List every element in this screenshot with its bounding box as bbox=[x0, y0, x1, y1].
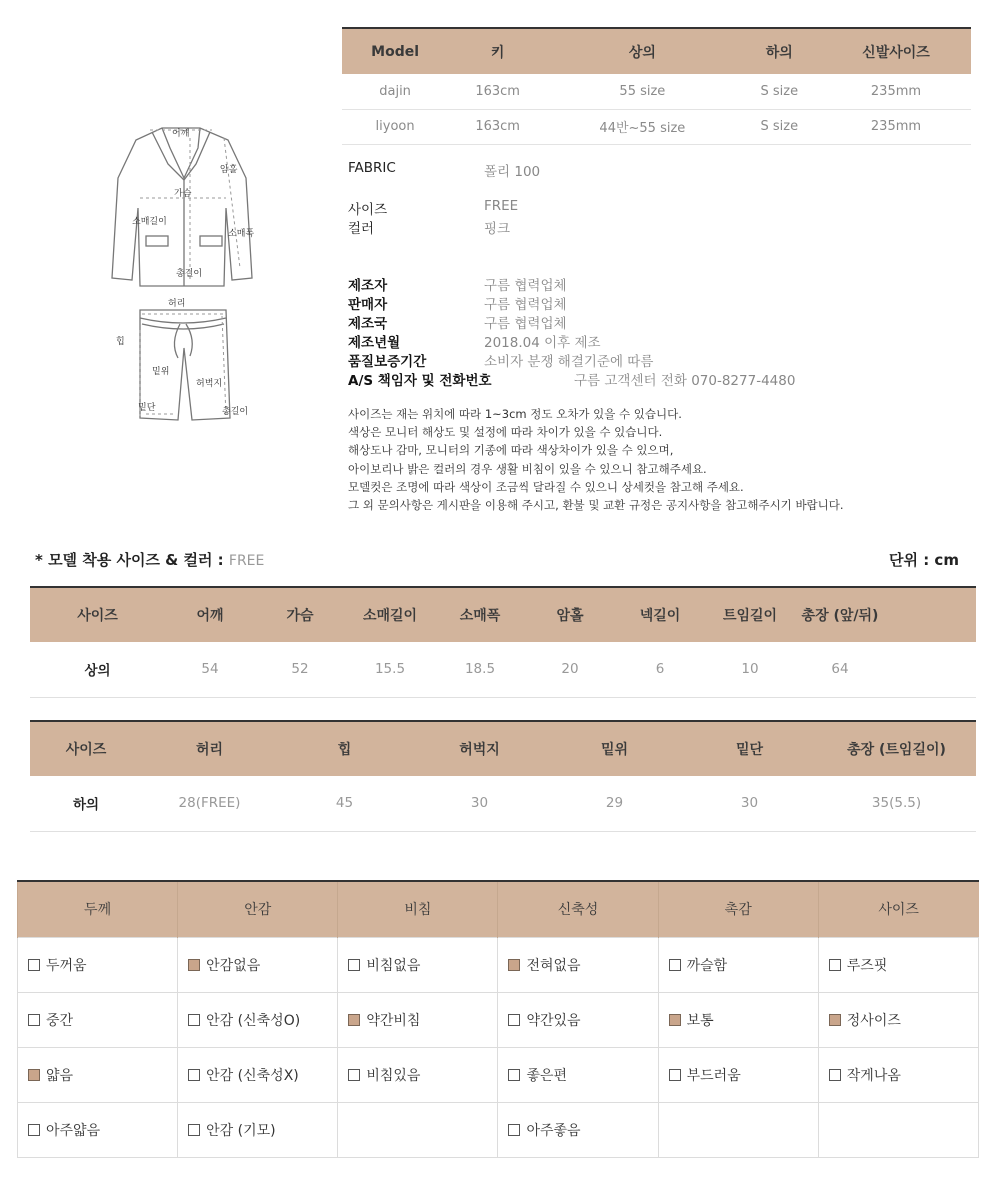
table-cell: 18.5 bbox=[435, 642, 525, 697]
checked-box-icon bbox=[669, 1014, 681, 1026]
unchecked-box-icon bbox=[669, 1069, 681, 1081]
info-value: 2018.04 이후 제조 bbox=[484, 335, 601, 351]
feature-cell bbox=[658, 1102, 818, 1157]
table-row bbox=[342, 74, 971, 109]
feature-cell bbox=[498, 992, 658, 1047]
bottom-size-header bbox=[30, 721, 976, 776]
table-cell: 30 bbox=[682, 776, 817, 831]
header-model: Model bbox=[342, 28, 448, 74]
model-table-header bbox=[342, 28, 971, 74]
header-cell: 소매폭 bbox=[435, 587, 525, 642]
feature-label: 안감 (신축성O) bbox=[206, 1012, 301, 1029]
table-cell: dajin bbox=[342, 74, 448, 109]
header-cell-empty bbox=[885, 587, 976, 642]
unchecked-box-icon bbox=[188, 1069, 200, 1081]
notice-line: 모델컷은 조명에 따라 색상이 조금씩 달라질 수 있으니 상세컷을 참고해 주세요. bbox=[348, 479, 744, 494]
unchecked-box-icon bbox=[28, 959, 40, 971]
feature-cell bbox=[498, 1102, 658, 1157]
model-table bbox=[342, 27, 971, 145]
feature-row bbox=[18, 1047, 979, 1102]
unchecked-box-icon bbox=[829, 959, 841, 971]
bottom-size-table bbox=[30, 720, 976, 832]
info-value: 구름 고객센터 전화 070-8277-4480 bbox=[574, 373, 796, 389]
feature-label: 안감 (신축성X) bbox=[206, 1067, 299, 1084]
table-row bbox=[342, 109, 971, 144]
header-cell: 가슴 bbox=[255, 587, 345, 642]
feature-cell bbox=[338, 1102, 498, 1157]
feature-label: 중간 bbox=[46, 1012, 74, 1029]
unchecked-box-icon bbox=[508, 1124, 520, 1136]
table-cell: 10 bbox=[705, 642, 795, 697]
label-jacket-length: 총길이 bbox=[176, 269, 203, 279]
feature-label: 아주좋음 bbox=[526, 1122, 581, 1139]
notice-text bbox=[348, 405, 844, 514]
feature-label: 약간비침 bbox=[366, 1012, 421, 1029]
checked-box-icon bbox=[28, 1069, 40, 1081]
size-section-title bbox=[35, 549, 264, 570]
feature-row bbox=[18, 937, 979, 992]
unchecked-box-icon bbox=[188, 1014, 200, 1026]
table-cell: S size bbox=[738, 74, 821, 109]
table-cell: 64 bbox=[795, 642, 885, 697]
header-cell: 허벅지 bbox=[412, 721, 547, 776]
header-cell: 총장 (트임길이) bbox=[817, 721, 976, 776]
size-title-free: FREE bbox=[228, 553, 265, 569]
info-key: 컬러 bbox=[348, 221, 375, 237]
feature-cell bbox=[658, 992, 818, 1047]
feature-cell bbox=[178, 937, 338, 992]
table-cell: S size bbox=[738, 109, 821, 144]
info-key: 판매자 bbox=[348, 297, 388, 313]
garment-measure-illustration bbox=[100, 118, 270, 438]
unchecked-box-icon bbox=[188, 1124, 200, 1136]
feature-label: 안감 (기모) bbox=[206, 1122, 276, 1139]
feature-label: 얇음 bbox=[46, 1067, 74, 1084]
table-cell: 하의 bbox=[30, 776, 142, 831]
unchecked-box-icon bbox=[28, 1124, 40, 1136]
feature-label: 부드러움 bbox=[686, 1067, 741, 1084]
unchecked-box-icon bbox=[508, 1069, 520, 1081]
table-cell: 44반~55 size bbox=[547, 109, 737, 144]
feature-label: 두꺼움 bbox=[46, 957, 87, 974]
header-top: 상의 bbox=[547, 28, 737, 74]
feature-cell bbox=[18, 992, 178, 1047]
feature-cell bbox=[338, 1047, 498, 1102]
feature-cell bbox=[818, 937, 978, 992]
feature-row bbox=[18, 992, 979, 1047]
unchecked-box-icon bbox=[829, 1069, 841, 1081]
unchecked-box-icon bbox=[28, 1014, 40, 1026]
label-rise: 밑위 bbox=[152, 367, 170, 377]
notice-line: 색상은 모니터 해상도 및 설정에 따라 차이가 있을 수 있습니다. bbox=[348, 425, 663, 440]
table-cell: 20 bbox=[525, 642, 615, 697]
feature-cell bbox=[658, 937, 818, 992]
feature-cell bbox=[498, 937, 658, 992]
feature-cell bbox=[178, 992, 338, 1047]
notice-line: 그 외 문의사항은 게시판을 이용해 주시고, 환불 및 교환 규정은 공지사항을 참고해주시기 바랍니다. bbox=[348, 498, 844, 513]
feature-label: 아주얇음 bbox=[46, 1122, 101, 1139]
label-shoulder: 어깨 bbox=[172, 129, 190, 139]
feature-label: 약간있음 bbox=[526, 1012, 581, 1029]
table-cell: 15.5 bbox=[345, 642, 435, 697]
table-cell: 52 bbox=[255, 642, 345, 697]
feature-header bbox=[18, 881, 979, 937]
header-cell: 총장 (앞/뒤) bbox=[795, 587, 885, 642]
table-cell: 45 bbox=[277, 776, 412, 831]
label-sleeve-width: 소매폭 bbox=[228, 229, 255, 239]
table-cell: 29 bbox=[547, 776, 682, 831]
header-cell: 사이즈 bbox=[30, 587, 165, 642]
info-key: 제조국 bbox=[348, 316, 388, 332]
label-armhole: 암홀 bbox=[220, 165, 238, 175]
header-cell: 넥길이 bbox=[615, 587, 705, 642]
table-cell: 6 bbox=[615, 642, 705, 697]
unchecked-box-icon bbox=[669, 959, 681, 971]
feature-cell bbox=[498, 1047, 658, 1102]
checked-box-icon bbox=[188, 959, 200, 971]
table-cell: 235mm bbox=[821, 74, 971, 109]
feature-label: 정사이즈 bbox=[846, 1012, 901, 1029]
table-cell: liyoon bbox=[342, 109, 448, 144]
feature-cell bbox=[178, 1102, 338, 1157]
checked-box-icon bbox=[508, 959, 520, 971]
checked-box-icon bbox=[348, 1014, 360, 1026]
header-cell: 트임길이 bbox=[705, 587, 795, 642]
feature-cell bbox=[18, 1047, 178, 1102]
header-cell: 허리 bbox=[142, 721, 277, 776]
info-value: 구름 협력업체 bbox=[484, 278, 567, 294]
header-bottom: 하의 bbox=[738, 28, 821, 74]
label-thigh: 허벅지 bbox=[196, 379, 223, 389]
garment-diagram bbox=[100, 118, 270, 438]
unchecked-box-icon bbox=[348, 1069, 360, 1081]
label-sleeve-length: 소매길이 bbox=[132, 217, 167, 227]
feature-cell bbox=[818, 1102, 978, 1157]
unchecked-box-icon bbox=[508, 1014, 520, 1026]
table-cell: 28(FREE) bbox=[142, 776, 277, 831]
label-chest: 가슴 bbox=[174, 189, 192, 199]
label-waist: 허리 bbox=[168, 299, 186, 309]
fabric-feature-table bbox=[17, 880, 979, 1158]
table-cell: 235mm bbox=[821, 109, 971, 144]
header-cell: 힙 bbox=[277, 721, 412, 776]
feature-label: 보통 bbox=[686, 1012, 714, 1029]
header-stretch: 신축성 bbox=[498, 881, 658, 937]
feature-cell bbox=[658, 1047, 818, 1102]
header-sheerness: 비침 bbox=[338, 881, 498, 937]
table-cell: 55 size bbox=[547, 74, 737, 109]
header-cell: 암홀 bbox=[525, 587, 615, 642]
feature-label: 안감없음 bbox=[206, 957, 261, 974]
feature-cell bbox=[18, 937, 178, 992]
header-lining: 안감 bbox=[178, 881, 338, 937]
table-cell: 35(5.5) bbox=[817, 776, 976, 831]
info-key: 품질보증기간 bbox=[348, 354, 427, 370]
table-cell-empty bbox=[885, 642, 976, 697]
top-size-header bbox=[30, 587, 976, 642]
feature-label: 비침없음 bbox=[366, 957, 421, 974]
header-cell: 밑단 bbox=[682, 721, 817, 776]
header-texture: 촉감 bbox=[658, 881, 818, 937]
notice-line: 아이보리나 밝은 컬러의 경우 생활 비침이 있을 수 있으니 참고해주세요. bbox=[348, 461, 707, 476]
info-key: A/S 책임자 및 전화번호 bbox=[348, 373, 492, 389]
label-pants-length: 총길이 bbox=[222, 407, 249, 417]
feature-label: 까슬함 bbox=[686, 957, 728, 974]
header-height: 키 bbox=[448, 28, 547, 74]
table-cell: 163cm bbox=[448, 74, 547, 109]
table-cell: 30 bbox=[412, 776, 547, 831]
header-cell: 밑위 bbox=[547, 721, 682, 776]
feature-cell bbox=[338, 937, 498, 992]
feature-cell bbox=[18, 1102, 178, 1157]
notice-line: 사이즈는 재는 위치에 따라 1~3cm 정도 오차가 있을 수 있습니다. bbox=[348, 407, 682, 421]
header-shoe-size: 신발사이즈 bbox=[821, 28, 971, 74]
info-value: 구름 협력업체 bbox=[484, 297, 567, 313]
info-value: FREE bbox=[484, 198, 519, 214]
info-value: 폴리 100 bbox=[484, 164, 541, 180]
feature-cell bbox=[338, 992, 498, 1047]
info-key: 사이즈 bbox=[348, 202, 388, 218]
feature-row bbox=[18, 1102, 979, 1157]
table-row bbox=[30, 776, 976, 831]
label-hem: 밑단 bbox=[138, 403, 156, 413]
feature-label: 루즈핏 bbox=[846, 957, 888, 974]
feature-body bbox=[18, 937, 979, 1157]
info-value: 소비자 분쟁 해결기준에 따름 bbox=[484, 354, 654, 370]
feature-label: 작게나옴 bbox=[846, 1067, 901, 1084]
info-key: FABRIC bbox=[348, 160, 396, 176]
table-cell: 54 bbox=[165, 642, 255, 697]
size-title-text: * 모델 착용 사이즈 & 컬러 : bbox=[35, 551, 224, 569]
info-key: 제조년월 bbox=[348, 335, 401, 351]
unit-label: 단위 : cm bbox=[889, 551, 959, 569]
notice-line: 해상도나 감마, 모니터의 기종에 따라 색상차이가 있을 수 있으며, bbox=[348, 443, 674, 458]
top-size-table bbox=[30, 586, 976, 698]
unchecked-box-icon bbox=[348, 959, 360, 971]
table-cell: 상의 bbox=[30, 642, 165, 697]
header-cell: 어깨 bbox=[165, 587, 255, 642]
feature-label: 좋은편 bbox=[526, 1067, 568, 1084]
feature-cell bbox=[818, 992, 978, 1047]
info-key: 제조자 bbox=[348, 278, 388, 294]
header-thickness: 두께 bbox=[18, 881, 178, 937]
checked-box-icon bbox=[829, 1014, 841, 1026]
feature-label: 전혀없음 bbox=[526, 957, 581, 974]
header-cell: 소매길이 bbox=[345, 587, 435, 642]
header-fit: 사이즈 bbox=[818, 881, 978, 937]
feature-cell bbox=[818, 1047, 978, 1102]
info-value: 핑크 bbox=[484, 221, 511, 237]
info-value: 구름 협력업체 bbox=[484, 316, 567, 332]
feature-label: 비침있음 bbox=[366, 1067, 421, 1084]
feature-cell bbox=[178, 1047, 338, 1102]
label-hip: 힙 bbox=[116, 337, 125, 347]
header-cell: 사이즈 bbox=[30, 721, 142, 776]
table-row bbox=[30, 642, 976, 697]
table-cell: 163cm bbox=[448, 109, 547, 144]
